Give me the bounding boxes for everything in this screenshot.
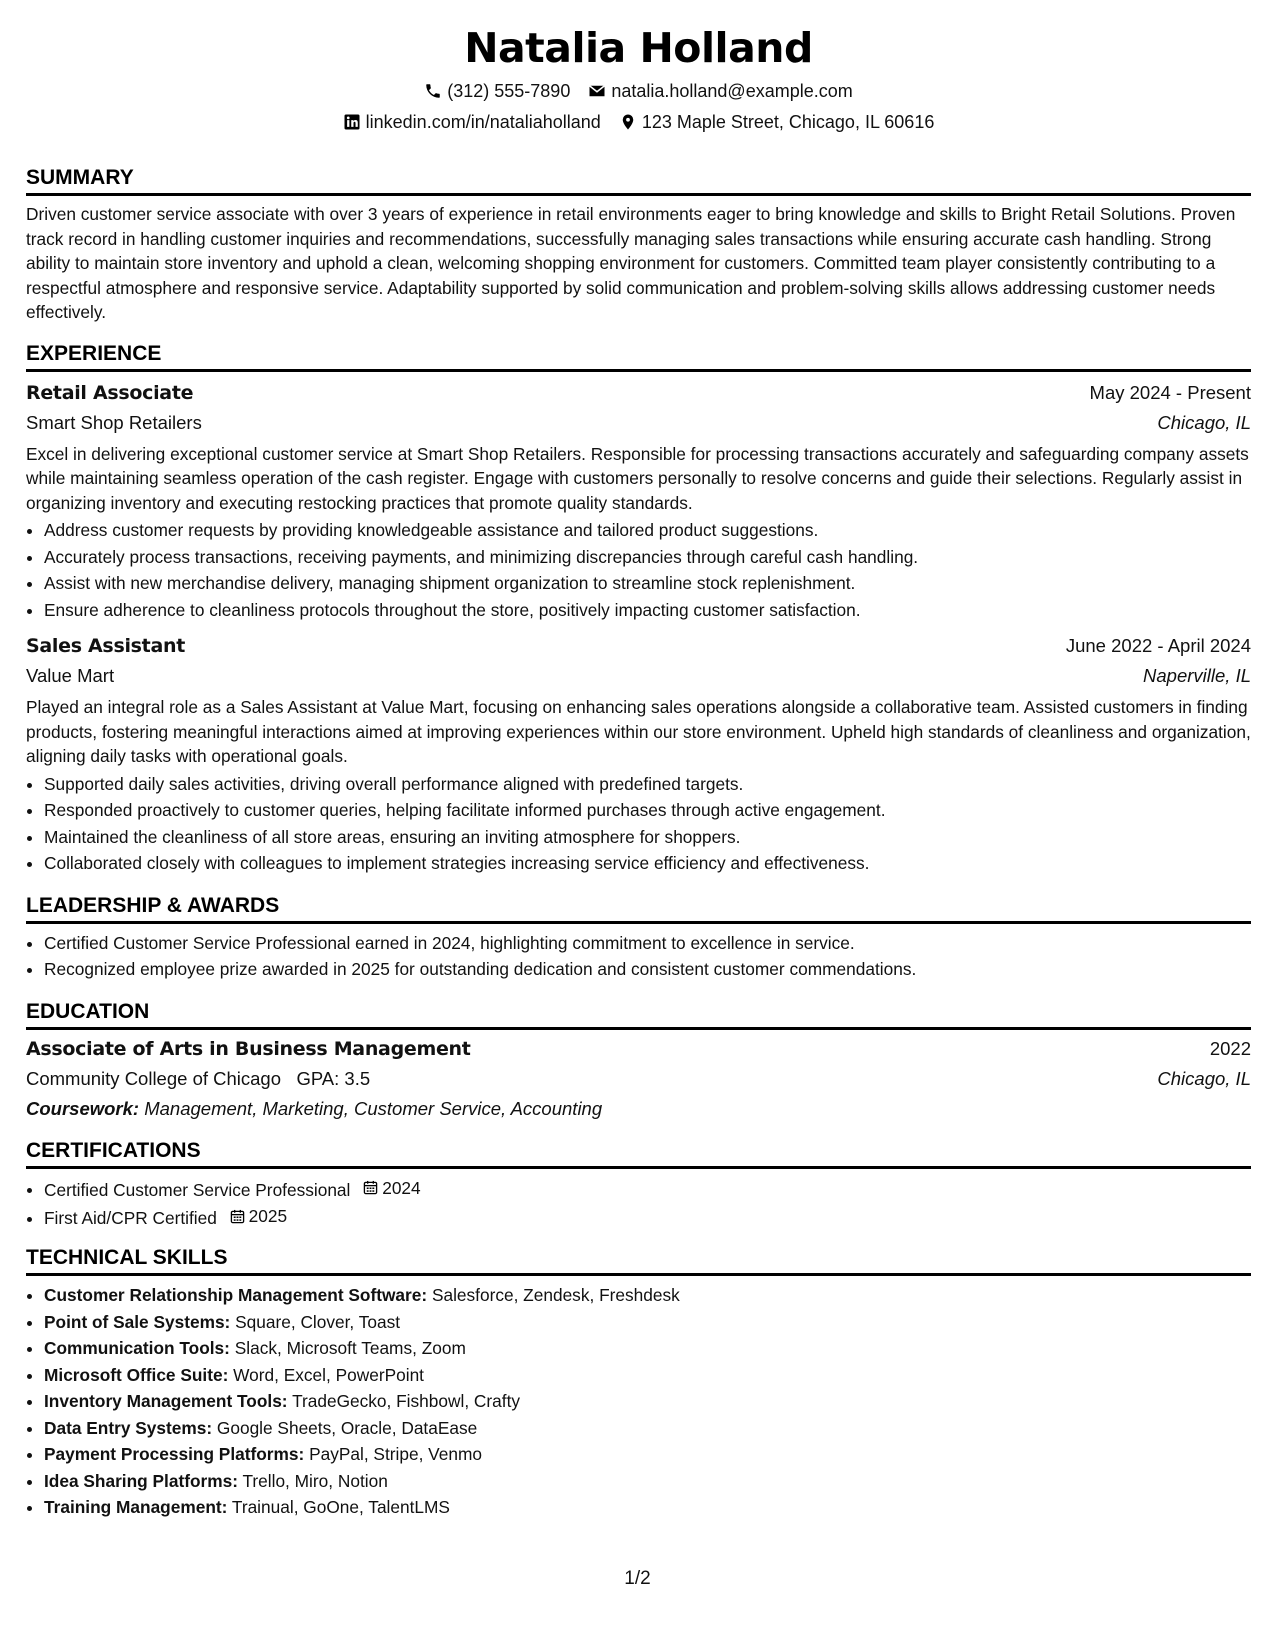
skill-label: Customer Relationship Management Software: — [44, 1285, 428, 1305]
list-item: • Accurately process transactions, receiving payments, and minimizing discrepancies through careful cash handling. — [44, 544, 1251, 571]
skill-label: Idea Sharing Platforms: — [44, 1470, 238, 1491]
cert-date — [363, 1175, 420, 1202]
list-item: • Certified Customer Service Professional earned in 2024, highlighting commitment to excellence in service. — [44, 930, 1251, 957]
list-item — [44, 1309, 1251, 1336]
coursework-list: Management, Marketing, Customer Service, Accounting — [144, 1097, 603, 1119]
calendar-icon — [363, 1180, 378, 1195]
list-item — [44, 1362, 1251, 1389]
skill-value: Trainual, GoOne, TalentLMS — [231, 1497, 450, 1517]
job-location: Naperville, IL — [1143, 665, 1251, 686]
job-company: Smart Shop Retailers — [26, 411, 202, 433]
skill-label: Data Entry Systems: — [44, 1417, 213, 1438]
list-item: • Collaborated closely with colleagues to implement strategies increasing service efficiency and effectiveness. — [44, 850, 1251, 877]
phone-icon — [424, 82, 442, 100]
job-title: Retail Associate — [26, 381, 194, 404]
skills-heading: TECHNICAL SKILLS — [26, 1245, 1251, 1276]
list-item — [44, 1494, 1251, 1521]
job-dates: June 2022 - April 2024 — [1065, 635, 1251, 656]
job-subheader — [26, 661, 1251, 691]
list-item — [44, 1203, 1251, 1231]
job-entry — [26, 378, 1251, 624]
contact-linkedin[interactable] — [343, 109, 601, 135]
contact-row-1 — [26, 78, 1251, 104]
map-pin-icon — [619, 113, 637, 131]
cert-year: 2025 — [248, 1205, 288, 1226]
job-dates: May 2024 - Present — [1089, 381, 1251, 403]
phone-text: (312) 555-7890 — [447, 81, 571, 101]
job-subheader — [26, 408, 1251, 438]
address-text: 123 Maple Street, Chicago, IL 60616 — [641, 112, 935, 132]
skill-value: Slack, Microsoft Teams, Zoom — [234, 1338, 466, 1358]
skill-label: Payment Processing Platforms: — [44, 1444, 305, 1464]
job-title: Sales Assistant — [26, 635, 185, 657]
certifications-list — [26, 1175, 1251, 1232]
job-bullets — [26, 771, 1251, 877]
list-item — [44, 1335, 1251, 1362]
job-description: Excel in delivering exceptional customer service at Smart Shop Retailers. Responsible for processing transactions accurately and safeguarding company assets while maintaining seamless operation of the cash register. Engage with customers personally to resolve concerns and guide their selections. Regularly assist in organizing inventory and executing restocking practices that promote quality standards. — [26, 443, 1249, 513]
skill-value: PayPal, Stripe, Venmo — [309, 1444, 482, 1464]
resume-page — [26, 22, 1251, 1521]
list-item — [44, 1282, 1251, 1309]
skill-label: Communication Tools: — [44, 1338, 230, 1358]
cert-date — [230, 1203, 287, 1230]
job-location: Chicago, IL — [1157, 411, 1251, 433]
experience-section — [26, 341, 1251, 877]
list-item: • Ensure adherence to cleanliness protocols throughout the store, positively impacting customer satisfaction. — [44, 597, 1251, 624]
cert-year: 2024 — [382, 1177, 421, 1198]
contact-row-2 — [26, 109, 1251, 135]
list-item: • Assist with new merchandise delivery, managing shipment organization to streamline stock replenishment. — [44, 570, 1251, 597]
experience-heading: EXPERIENCE — [26, 341, 1251, 372]
leadership-heading: LEADERSHIP & AWARDS — [26, 893, 1251, 924]
skill-value: Square, Clover, Toast — [235, 1311, 401, 1332]
list-item — [44, 1441, 1251, 1468]
summary-text: Driven customer service associate with over 3 years of experience in retail environments eager to bring knowledge and skills to Bright Retail Solutions. Proven track record in handling customer inquiries and recommendations, successfully managing sales transactions while ensuring accurate cash handling. Strong ability to maintain store inventory and uphold a clean, welcoming shopping environment for customers. Committed team player consistently contributing to a respectful atmosphere and responsive service. Adaptability supported by solid communication and problem-solving skills allows addressing customer needs effectively. — [26, 204, 1236, 322]
list-item — [44, 1468, 1251, 1495]
contact-address — [619, 109, 935, 135]
certifications-section — [26, 1138, 1251, 1232]
list-item: • Address customer requests by providing knowledgeable assistance and tailored product suggestions. — [44, 517, 1251, 544]
certifications-heading: CERTIFICATIONS — [26, 1138, 1251, 1169]
skill-label: Microsoft Office Suite: — [44, 1364, 229, 1385]
gpa: GPA: 3.5 — [296, 1067, 371, 1089]
education-year: 2022 — [1209, 1037, 1251, 1059]
job-entry — [26, 631, 1251, 877]
email-text: natalia.holland@example.com — [611, 81, 853, 101]
skill-value: TradeGecko, Fishbowl, Crafty — [292, 1391, 521, 1411]
job-description: Played an integral role as a Sales Assistant at Value Mart, focusing on enhancing sales operations alongside a collaborative team. Assisted customers in finding products, fostering meaningful interactions aimed at improving experiences within our store environment. Upheld high standards of cleanliness and organization, aligning daily tasks with operational goals. — [26, 697, 1251, 766]
list-item — [44, 1175, 1251, 1203]
school-info — [26, 1064, 370, 1094]
skill-label: Point of Sale Systems: — [44, 1311, 231, 1332]
linkedin-icon — [343, 113, 361, 131]
job-company: Value Mart — [26, 665, 115, 686]
list-item: • Recognized employee prize awarded in 2025 for outstanding dedication and consistent customer commendations. — [44, 956, 1251, 983]
list-item — [44, 1388, 1251, 1415]
job-header — [26, 378, 1251, 408]
education-header — [26, 1034, 1251, 1064]
list-item: • Maintained the cleanliness of all store areas, ensuring an inviting atmosphere for shoppers. — [44, 824, 1251, 851]
education-location: Chicago, IL — [1157, 1067, 1251, 1089]
skill-value: Salesforce, Zendesk, Freshdesk — [431, 1285, 680, 1305]
cert-name: Certified Customer Service Professional — [44, 1179, 351, 1200]
cert-name: First Aid/CPR Certified — [44, 1207, 217, 1228]
degree-title: Associate of Arts in Business Management — [26, 1037, 471, 1060]
skill-label: Inventory Management Tools: — [44, 1391, 288, 1411]
skills-section — [26, 1245, 1251, 1521]
list-item: • Responded proactively to customer queries, helping facilitate informed purchases through active engagement. — [44, 797, 1251, 824]
education-section — [26, 999, 1251, 1124]
candidate-name: Natalia Holland — [464, 24, 813, 72]
job-header — [26, 631, 1251, 661]
contact-email[interactable] — [588, 78, 852, 104]
list-item: • Supported daily sales activities, driving overall performance aligned with predefined targets. — [44, 771, 1251, 798]
skills-list — [26, 1282, 1251, 1521]
summary-section — [26, 165, 1251, 325]
skill-value: Google Sheets, Oracle, DataEase — [216, 1417, 478, 1438]
school-name: Community College of Chicago — [26, 1067, 282, 1089]
skill-value: Word, Excel, PowerPoint — [233, 1364, 424, 1385]
skill-value: Trello, Miro, Notion — [242, 1470, 388, 1491]
contact-phone — [424, 78, 570, 104]
leadership-list — [26, 930, 1251, 983]
coursework — [26, 1094, 1251, 1124]
page-number: 1/2 — [624, 1568, 651, 1589]
education-subheader — [26, 1064, 1251, 1094]
education-entry — [26, 1034, 1251, 1124]
calendar-icon — [230, 1209, 245, 1224]
linkedin-text: linkedin.com/in/nataliaholland — [365, 112, 601, 132]
summary-heading: SUMMARY — [26, 165, 1251, 196]
leadership-section — [26, 893, 1251, 983]
contact-info — [26, 78, 1251, 135]
list-item — [44, 1415, 1251, 1442]
coursework-label: Coursework: — [26, 1097, 140, 1119]
envelope-icon — [588, 82, 606, 100]
education-heading: EDUCATION — [26, 999, 1251, 1030]
skill-label: Training Management: — [44, 1497, 228, 1517]
job-bullets — [26, 517, 1251, 623]
